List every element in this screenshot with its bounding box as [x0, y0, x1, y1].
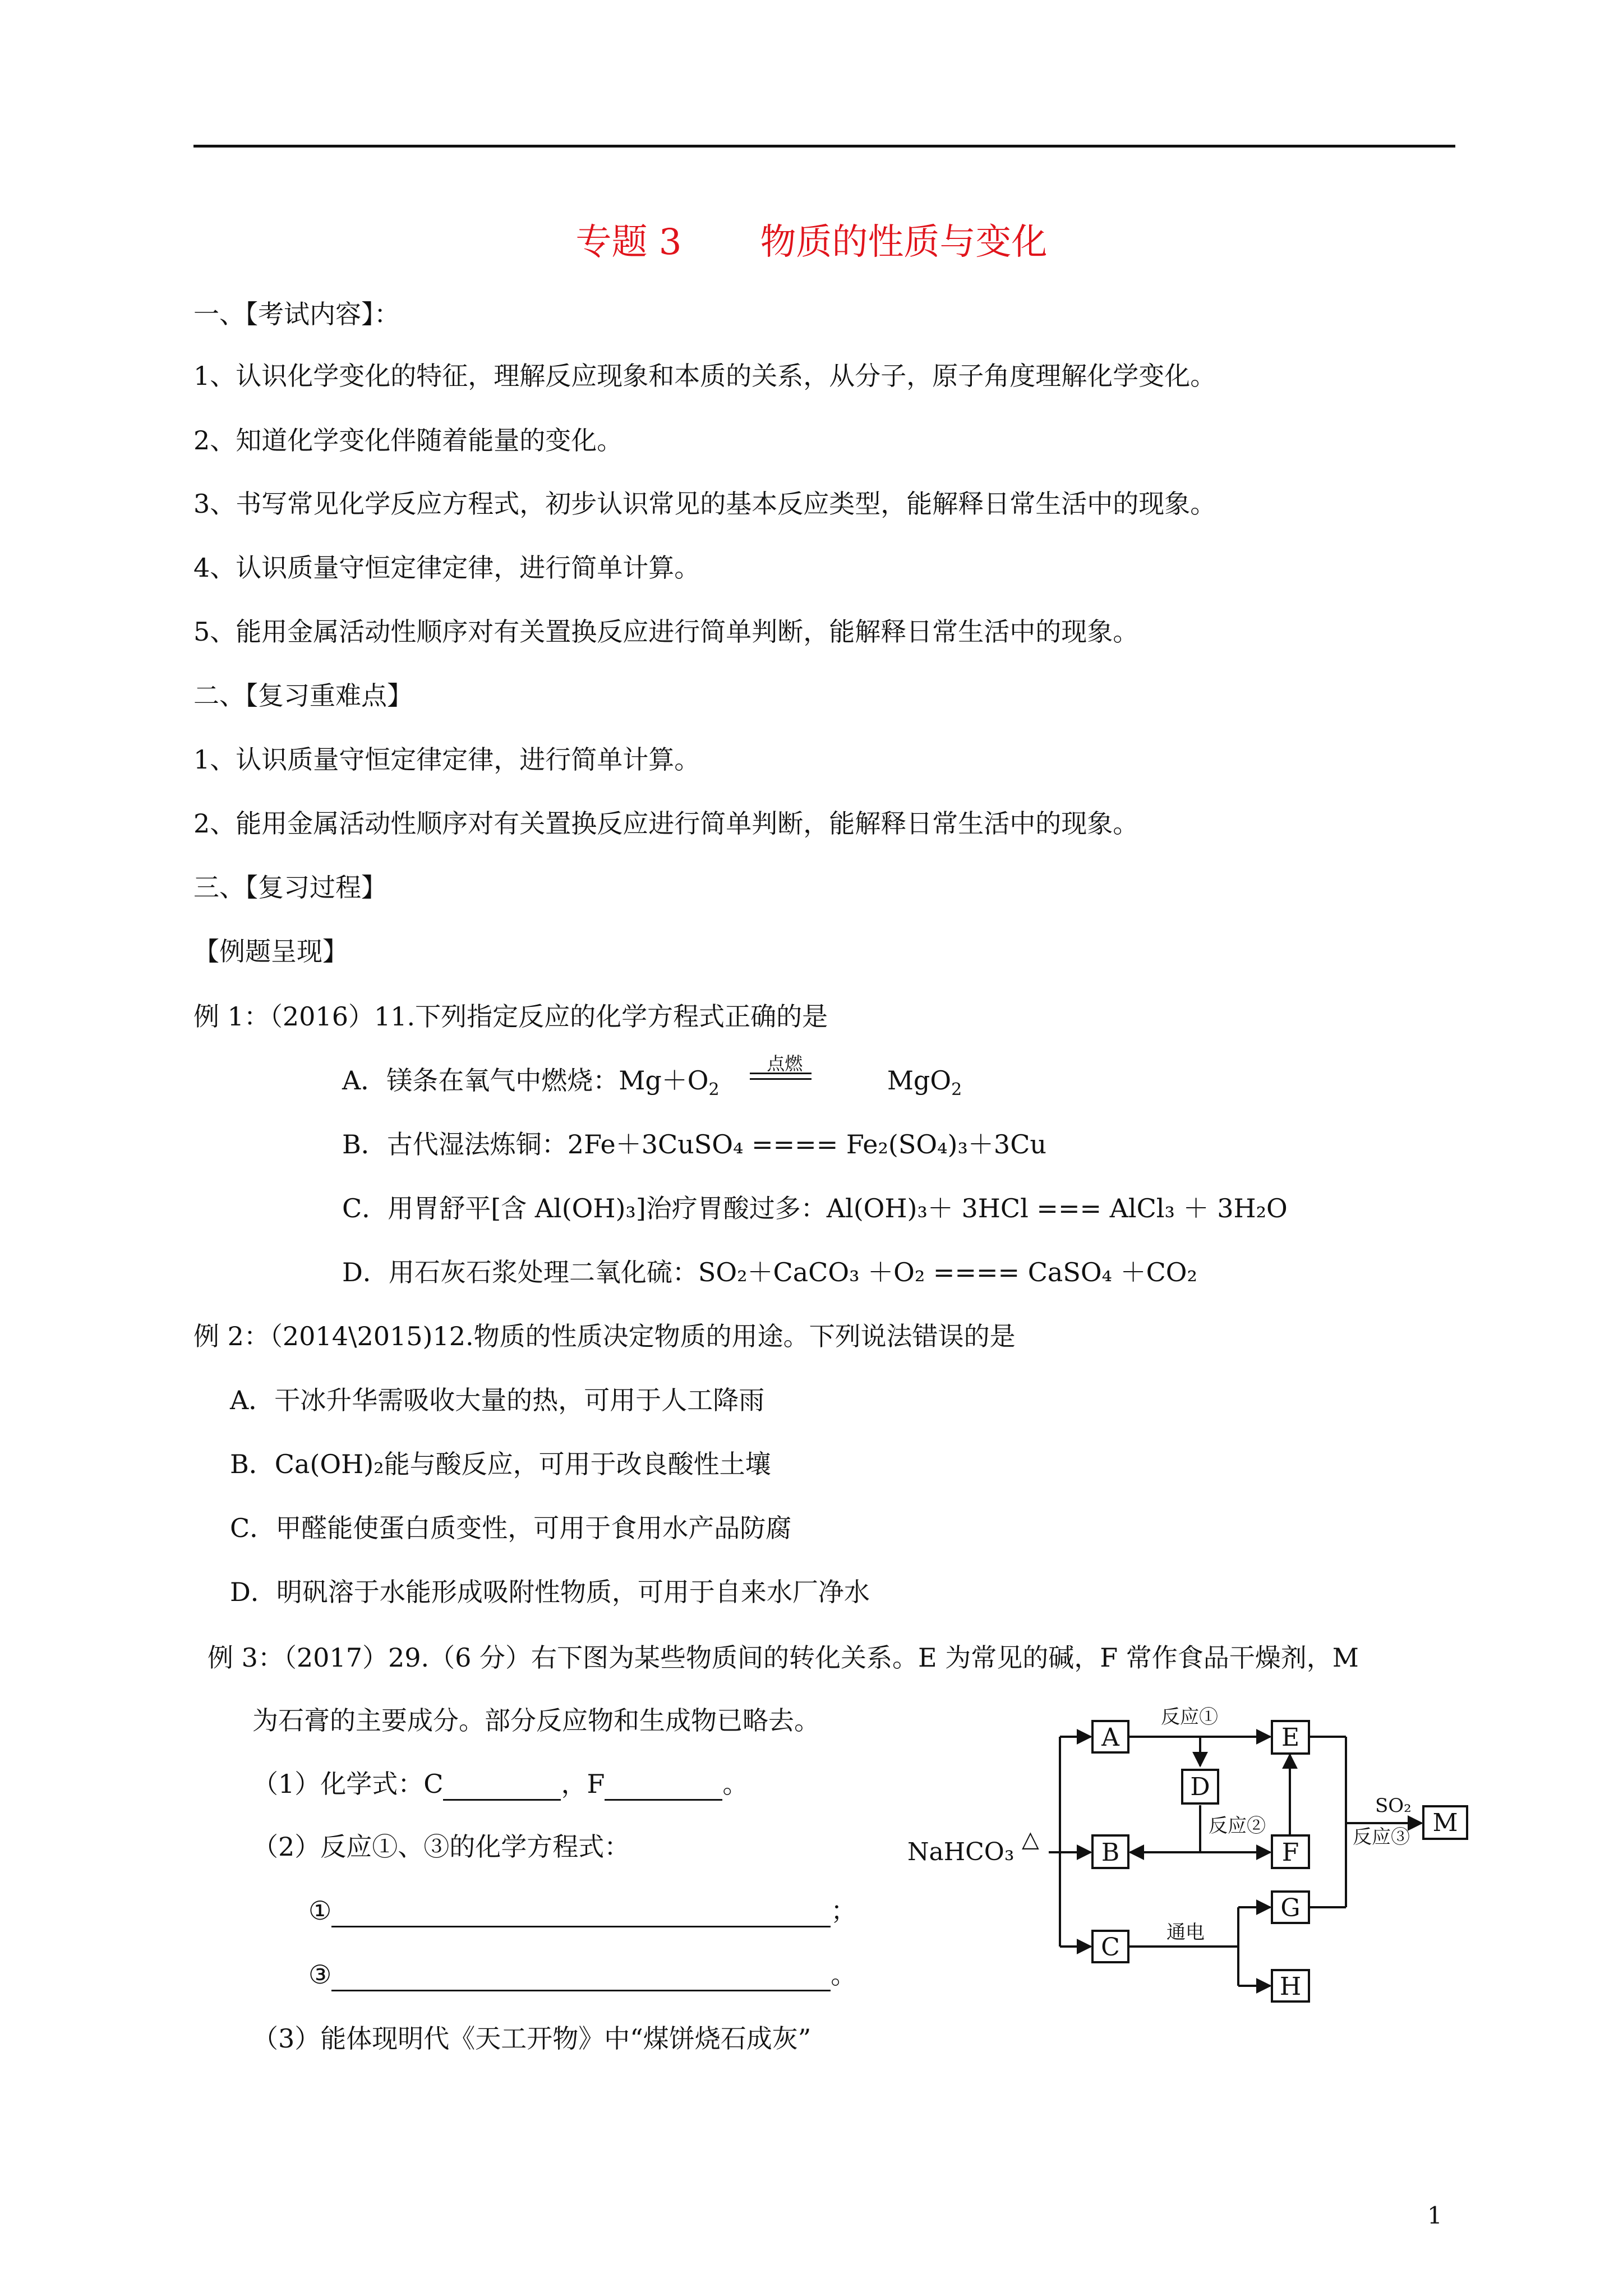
example-3-equation-3: ③ 。: [308, 1958, 856, 1991]
title-topic-number: 专题 3: [575, 222, 682, 263]
node-m-label: M: [1432, 1809, 1458, 1837]
example-2-option-a: A．干冰升华需吸收大量的热，可用于人工降雨: [230, 1385, 765, 1415]
example-2-option-c: C．甲醛能使蛋白质变性，可用于食用水产品防腐: [230, 1513, 792, 1543]
example-3-stem-line-1: 例 3：（2017）29.（6 分）右下图为某些物质间的转化关系。E 为常见的碱，F 常作食品干燥剂，M: [208, 1642, 1359, 1673]
node-c-label: C: [1101, 1933, 1120, 1962]
reaction-2-label: 反应②: [1209, 1815, 1266, 1837]
node-h-label: H: [1279, 1972, 1302, 2001]
section-heading-key-points: 二、【复习重难点】: [193, 680, 413, 711]
node-g-label: G: [1280, 1894, 1301, 1922]
example-1-stem: 例 1：（2016）11.下列指定反应的化学方程式正确的是: [193, 1001, 828, 1032]
example-3-question-1: （1）化学式：C ，F 。: [252, 1767, 748, 1801]
section-heading-review-process: 三、【复习过程】: [193, 872, 387, 903]
reaction-3-label: 反应③: [1353, 1826, 1410, 1848]
exam-content-item-3: 3、书写常见化学反应方程式，初步认识常见的基本反应类型，能解释日常生活中的现象。: [193, 489, 1216, 519]
exam-content-item-2: 2、知道化学变化伴随着能量的变化。: [193, 425, 623, 455]
start-substance-label: NaHCO₃: [907, 1838, 1015, 1866]
answer-blank-c[interactable]: [443, 1774, 561, 1801]
heat-symbol: △: [1022, 1826, 1039, 1852]
example-3-question-3: （3）能体现明代《天工开物》中“煤饼烧石成灰”: [252, 2023, 811, 2054]
example-2-stem: 例 2：（2014\2015)12.物质的性质决定物质的用途。下列说法错误的是: [193, 1321, 1016, 1351]
examples-heading: 【例题呈现】: [193, 936, 348, 967]
reaction-1-label: 反应①: [1161, 1706, 1218, 1728]
exam-content-item-4: 4、认识质量守恒定律定律，进行简单计算。: [193, 553, 700, 583]
node-e-label: E: [1281, 1723, 1300, 1752]
answer-blank-equation-1[interactable]: [331, 1901, 831, 1927]
so2-label: SO₂: [1375, 1795, 1412, 1817]
example-1-option-d: D．用石灰石浆处理二氧化硫：SO₂＋CaCO₃ ＋O₂ ==== CaSO₄ ＋CO₂: [342, 1257, 1197, 1287]
page-title: [0, 213, 1623, 265]
example-2-option-d: D．明矾溶于水能形成吸附性物质，可用于自来水厂净水: [230, 1577, 870, 1607]
exam-content-item-5: 5、能用金属活动性顺序对有关置换反应进行简单判断，能解释日常生活中的现象。: [193, 616, 1139, 647]
reaction-flow-diagram: [897, 1688, 1492, 2003]
answer-blank-equation-3[interactable]: [331, 1965, 831, 1991]
page-number: 1: [1427, 2202, 1442, 2229]
example-2-option-b: B．Ca(OH)₂能与酸反应，可用于改良酸性土壤: [230, 1449, 771, 1479]
example-1-option-b: B．古代湿法炼铜：2Fe＋3CuSO₄ ==== Fe₂(SO₄)₃＋3Cu: [342, 1129, 1047, 1159]
key-point-item-1: 1、认识质量守恒定律定律，进行简单计算。: [193, 744, 700, 775]
electrolysis-label: 通电: [1166, 1921, 1205, 1944]
answer-blank-f[interactable]: [605, 1774, 722, 1801]
example-1-option-c: C．用胃舒平[含 Al(OH)₃]治疗胃酸过多：Al(OH)₃＋ 3HCl === AlCl₃ ＋ 3H₂O: [342, 1193, 1288, 1223]
exam-content-item-1: 1、认识化学变化的特征，理解反应现象和本质的关系，从分子，原子角度理解化学变化。: [193, 361, 1216, 391]
example-3-question-2: （2）反应①、③的化学方程式：: [252, 1832, 630, 1862]
top-rule: [193, 145, 1455, 148]
title-topic-name: 物质的性质与变化: [760, 222, 1048, 263]
example-1-option-a: A．镁条在氧气中燃烧：$Mg+O_2$ 点燃 MgO$_2$: [342, 1053, 962, 1099]
example-3-stem-line-2: 为石膏的主要成分。部分反应物和生成物已略去。: [252, 1705, 820, 1736]
example-3-equation-1: ① ；: [308, 1894, 856, 1927]
node-a-label: A: [1101, 1723, 1119, 1752]
node-f-label: F: [1281, 1838, 1299, 1867]
ignite-equals-sign: 点燃: [750, 1066, 811, 1099]
section-heading-exam-content: 一、【考试内容】：: [193, 299, 400, 329]
node-b-label: B: [1101, 1838, 1120, 1867]
key-point-item-2: 2、能用金属活动性顺序对有关置换反应进行简单判断，能解释日常生活中的现象。: [193, 808, 1139, 839]
node-d-label: D: [1190, 1773, 1210, 1801]
